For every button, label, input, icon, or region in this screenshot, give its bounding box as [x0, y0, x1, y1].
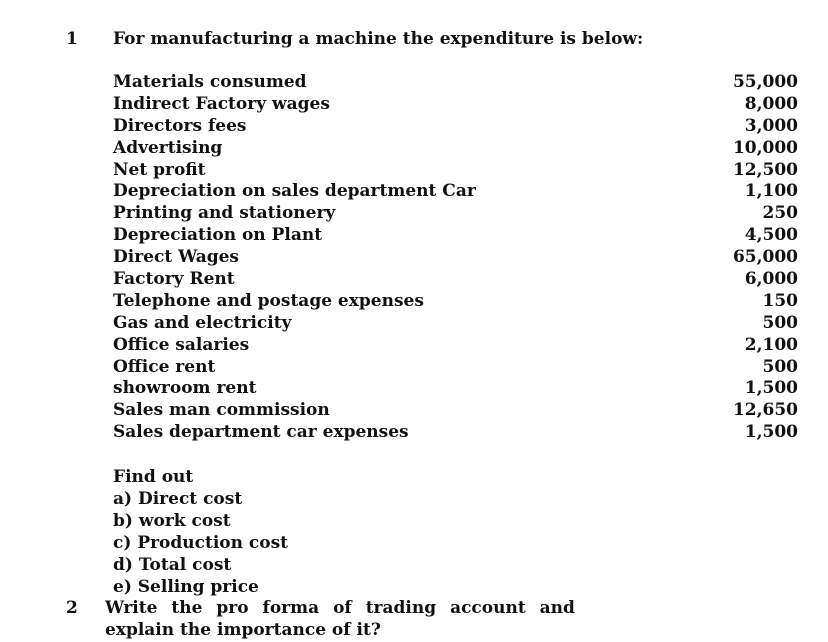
- find-out-part: c) Production cost: [113, 533, 289, 553]
- item-label: Advertising: [113, 137, 223, 158]
- expenditure-row: [113, 313, 798, 335]
- item-label: Materials consumed: [113, 72, 307, 92]
- item-amount: 65,000: [732, 247, 798, 268]
- item-amount: 3,000: [744, 115, 798, 136]
- expenditure-row: [113, 181, 798, 203]
- item-amount: 150: [762, 290, 798, 311]
- find-out-section: [113, 466, 288, 598]
- expenditure-row: [113, 94, 798, 116]
- question-number: 1: [66, 29, 78, 49]
- question-prompt: [105, 597, 575, 641]
- item-label: Office rent: [113, 356, 216, 377]
- expenditure-list: [113, 72, 798, 444]
- word: the: [171, 598, 203, 618]
- word: Write: [105, 598, 158, 618]
- item-label: Sales department car expenses: [113, 422, 409, 443]
- word: and: [539, 598, 575, 618]
- find-out-part: a) Direct cost: [113, 489, 243, 509]
- item-label: Indirect Factory wages: [113, 93, 330, 114]
- item-amount: 1,500: [744, 422, 798, 443]
- expenditure-row: [113, 291, 798, 313]
- word: of: [333, 598, 352, 618]
- item-amount: 4,500: [744, 225, 798, 246]
- item-amount: 12,650: [732, 400, 798, 421]
- expenditure-row: [113, 269, 798, 291]
- item-amount: 10,000: [732, 137, 798, 158]
- expenditure-row: [113, 116, 798, 138]
- item-label: Printing and stationery: [113, 203, 336, 224]
- item-amount: 250: [762, 203, 798, 224]
- item-amount: 8,000: [744, 93, 798, 114]
- item-label: Depreciation on Plant: [113, 225, 323, 246]
- expenditure-row: [113, 335, 798, 357]
- expenditure-row: [113, 378, 798, 400]
- item-amount: 1,100: [744, 181, 798, 202]
- item-label: showroom rent: [113, 378, 257, 399]
- item-amount: 2,100: [744, 334, 798, 355]
- word: pro: [216, 598, 249, 618]
- question-line-1: [105, 597, 575, 619]
- item-label: Direct Wages: [113, 247, 239, 268]
- question-number: 2: [66, 598, 78, 618]
- expenditure-row: [113, 357, 798, 379]
- word: account: [450, 598, 526, 618]
- item-label: Gas and electricity: [113, 312, 292, 333]
- expenditure-row: [113, 225, 798, 247]
- expenditure-row: [113, 247, 798, 269]
- item-label: Factory Rent: [113, 269, 235, 290]
- word: trading: [365, 598, 437, 618]
- expenditure-row: [113, 400, 798, 422]
- item-label: Telephone and postage expenses: [113, 290, 424, 311]
- find-out-part: b) work cost: [113, 511, 231, 531]
- expenditure-row: [113, 160, 798, 182]
- find-out-heading: Find out: [113, 467, 194, 487]
- question-prompt: For manufacturing a machine the expenditure is below:: [113, 29, 644, 49]
- question-line-2: explain the importance of it?: [105, 620, 381, 640]
- item-label: Net profit: [113, 159, 206, 180]
- item-amount: 55,000: [732, 72, 798, 92]
- word: forma: [262, 598, 320, 618]
- item-amount: 500: [762, 356, 798, 377]
- item-amount: 1,500: [744, 378, 798, 399]
- expenditure-row: [113, 72, 798, 94]
- item-label: Directors fees: [113, 115, 247, 136]
- item-label: Depreciation on sales department Car: [113, 181, 476, 202]
- find-out-part: d) Total cost: [113, 555, 232, 575]
- item-amount: 500: [762, 312, 798, 333]
- item-amount: 12,500: [732, 159, 798, 180]
- find-out-part: e) Selling price: [113, 577, 259, 597]
- expenditure-row: [113, 422, 798, 444]
- item-amount: 6,000: [744, 269, 798, 290]
- expenditure-row: [113, 138, 798, 160]
- item-label: Sales man commission: [113, 400, 330, 421]
- expenditure-row: [113, 203, 798, 225]
- item-label: Office salaries: [113, 334, 250, 355]
